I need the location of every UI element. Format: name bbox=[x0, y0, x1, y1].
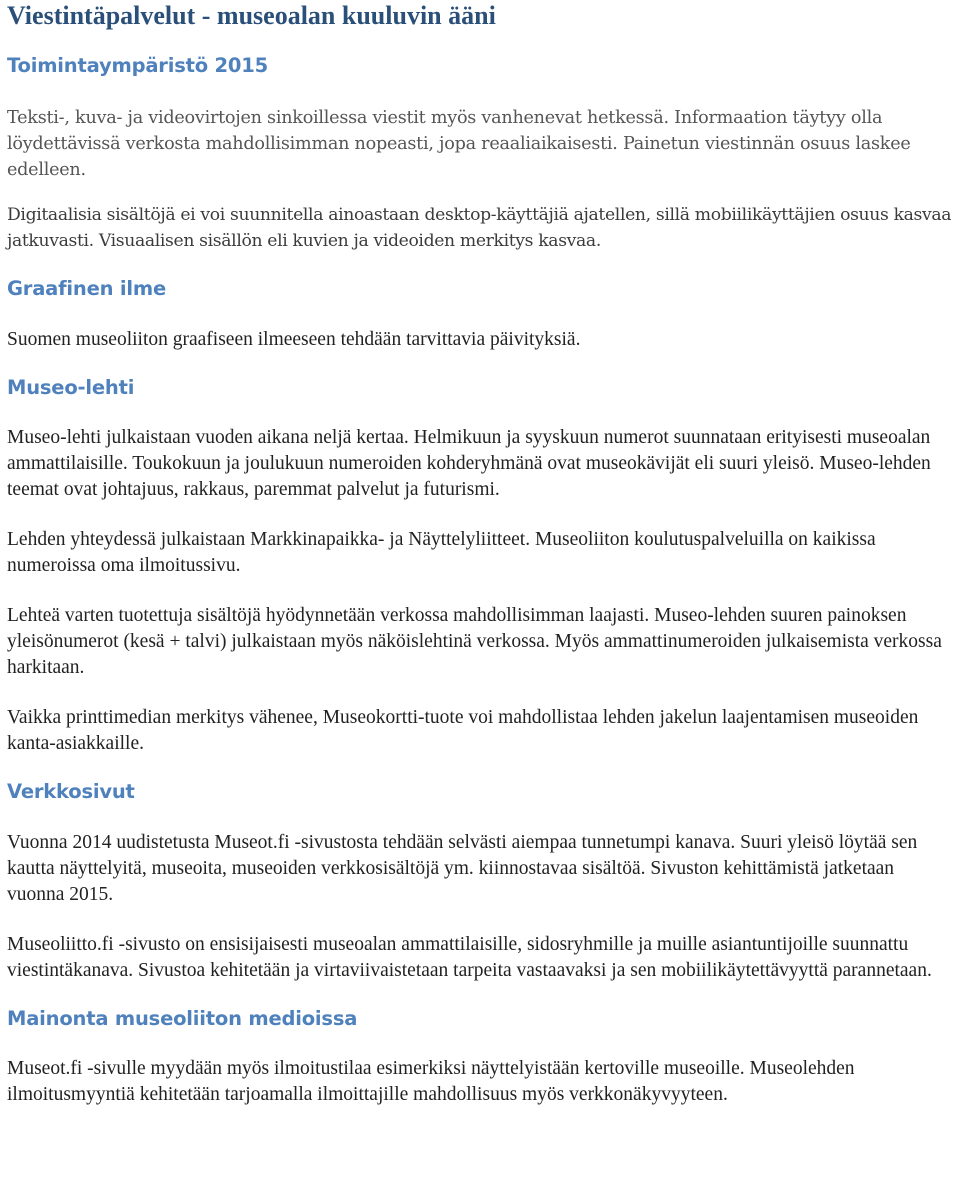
paragraph-museo-lehti-4: Vaikka printtimedian merkitys vähenee, Museokortti-tuote voi mahdollistaa lehden jakelun laajentamisen museoiden kanta-asiakkaille. bbox=[7, 707, 919, 754]
section-heading-verkkosivut: Verkkosivut bbox=[7, 780, 135, 803]
paragraph-museo-lehti-3: Lehteä varten tuotettuja sisältöjä hyödynnetään verkossa mahdollisimman laajasti. Museo-lehden suuren painoksen yleisönumerot (kesä + talvi) julkaistaan myös näköislehtinä verkossa. Myös ammattinumeroiden julkaisemista verkossa harkitaan. bbox=[7, 605, 942, 678]
document-title: Viestintäpalvelut - museoalan kuuluvin ääni bbox=[7, 1, 496, 30]
paragraph-toimintaymparisto-1: Teksti-, kuva- ja videovirtojen sinkoillessa viestit myös vanhenevat hetkessä. Informaation täytyy olla löydettävissä verkosta mahdollisimman nopeasti, jopa reaaliaikaisesti. Painetun viestinnän osuus laskee edelleen. bbox=[7, 108, 911, 180]
paragraph-mainonta: Museot.fi -sivulle myydään myös ilmoitustilaa esimerkiksi näyttelyistään kertoville museoille. Museolehden ilmoitusmyyntiä kehitetään tarjoamalla ilmoittajille mahdollisuus myös verkkonäkyvyyteen. bbox=[7, 1058, 855, 1105]
paragraph-museo-lehti-1: Museo-lehti julkaistaan vuoden aikana neljä kertaa. Helmikuun ja syyskuun numerot suunnataan erityisesti museoalan ammattilaisille. Toukokuun ja joulukuun numeroiden kohderyhmänä ovat museokävijät eli suuri yleisö. Museo-lehden teemat ovat johtajuus, rakkaus, paremmat palvelut ja futurismi. bbox=[7, 427, 931, 500]
paragraph-graafinen-ilme: Suomen museoliiton graafiseen ilmeeseen tehdään tarvittavia päivityksiä. bbox=[7, 329, 581, 350]
section-heading-museo-lehti: Museo-lehti bbox=[7, 376, 135, 399]
paragraph-verkkosivut-2: Museoliitto.fi -sivusto on ensisijaisesti museoalan ammattilaisille, sidosryhmille ja muille asiantuntijoille suunnattu viestintäkanava. Sivustoa kehitetään ja virtaviivaistetaan tarpeita vastaavaksi ja sen mobiilikäytettävyyttä parannetaan. bbox=[7, 934, 932, 981]
document-page bbox=[7, 0, 955, 1108]
paragraph-toimintaymparisto-2: Digitaalisia sisältöjä ei voi suunnitella ainoastaan desktop-käyttäjiä ajatellen, sillä mobiilikäyttäjien osuus kasvaa jatkuvasti. Visuaalisen sisällön eli kuvien ja videoiden merkitys kasvaa. bbox=[7, 205, 952, 251]
section-heading-mainonta: Mainonta museoliiton medioissa bbox=[7, 1007, 358, 1030]
section-heading-graafinen-ilme: Graafinen ilme bbox=[7, 277, 166, 300]
paragraph-verkkosivut-1: Vuonna 2014 uudistetusta Museot.fi -sivustosta tehdään selvästi aiempaa tunnetumpi kanava. Suuri yleisö löytää sen kautta näyttelyitä, museoita, museoiden verkkosisältöjä ym. kiinnostavaa sisältöä. Sivuston kehittämistä jatketaan vuonna 2015. bbox=[7, 832, 918, 905]
paragraph-museo-lehti-2: Lehden yhteydessä julkaistaan Markkinapaikka- ja Näyttelyliitteet. Museoliiton koulutuspalveluilla on kaikissa numeroissa oma ilmoitussivu. bbox=[7, 529, 876, 576]
section-heading-toimintaymparisto: Toimintaympäristö 2015 bbox=[7, 54, 268, 77]
